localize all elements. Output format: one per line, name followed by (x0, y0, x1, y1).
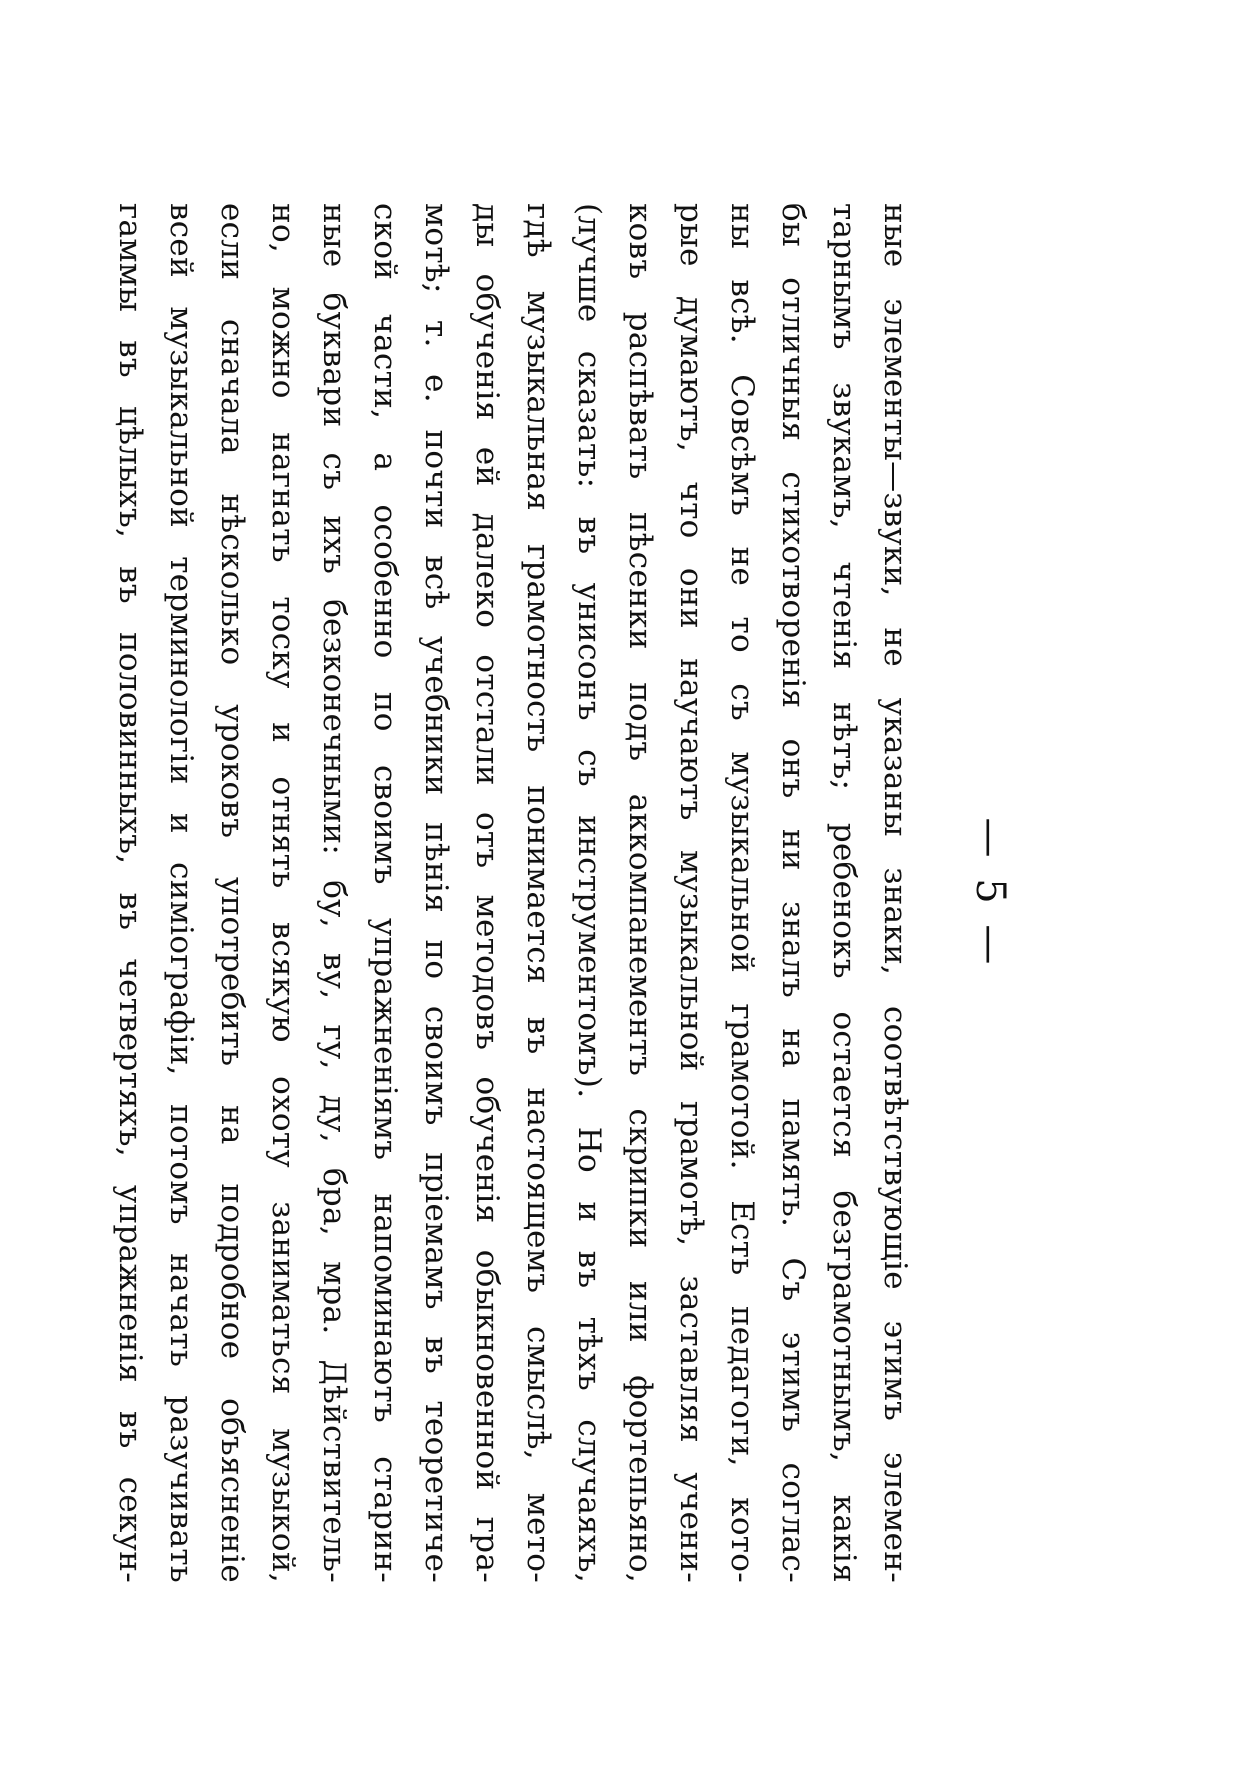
body-text (104, 203, 920, 1583)
rotated-text-block (111, 203, 1020, 1583)
text-line: ные буквари съ ихъ безконечными: бу, ву, гу, ду, бра, мра. Дѣйствитель- (315, 203, 352, 1583)
text-line: гдѣ музыкальная грамотность понимается въ настоящемъ смыслѣ, мето- (519, 203, 556, 1583)
text-line: тарнымъ звукамъ, чтенія нѣтъ; ребенокъ остается безграмотнымъ, какія (825, 203, 862, 1583)
text-line: всей музыкальной терминологіи и симіографіи, потомъ начать разучивать (162, 203, 199, 1583)
text-line: ды обученія ей далеко отстали отъ методовъ обученія обыкновенной гра- (468, 203, 505, 1583)
text-line: ные элементы—звуки, не указаны знаки, соотвѣтствующіе этимъ элемен- (876, 203, 913, 1583)
text-line: бы отличныя стихотворенія онъ ни зналъ на память. Съ этимъ соглас- (774, 203, 811, 1583)
text-line: гаммы въ цѣлыхъ, въ половинныхъ, въ четвертяхъ, упражненія въ секун- (111, 203, 148, 1583)
text-line: ской части, а особенно по своимъ упражненіямъ напоминаютъ старин- (366, 203, 403, 1583)
text-line: ны всѣ. Совсѣмъ не то съ музыкальной грамотой. Есть педагоги, кото- (723, 203, 760, 1583)
text-line: но, можно нагнать тоску и отнять всякую охоту заниматься музыкой, (264, 203, 301, 1583)
text-line: ковъ распѣвать пѣсенки подъ аккомпанементъ скрипки или фортепьяно, (621, 203, 658, 1583)
page-number: — 5 — (966, 817, 1013, 969)
text-line: если сначала нѣсколько уроковъ употребить на подробное объясненіе (213, 203, 250, 1583)
text-line: рые думаютъ, что они научаютъ музыкальной грамотѣ, заставляя учени- (672, 203, 709, 1583)
text-line: мотѣ; т. е. почти всѣ учебники пѣнія по своимъ пріемамъ въ теоретиче- (417, 203, 454, 1583)
text-line: (лучше сказать: въ унисонъ съ инструментомъ). Но и въ тѣхъ случаяхъ, (570, 203, 607, 1583)
